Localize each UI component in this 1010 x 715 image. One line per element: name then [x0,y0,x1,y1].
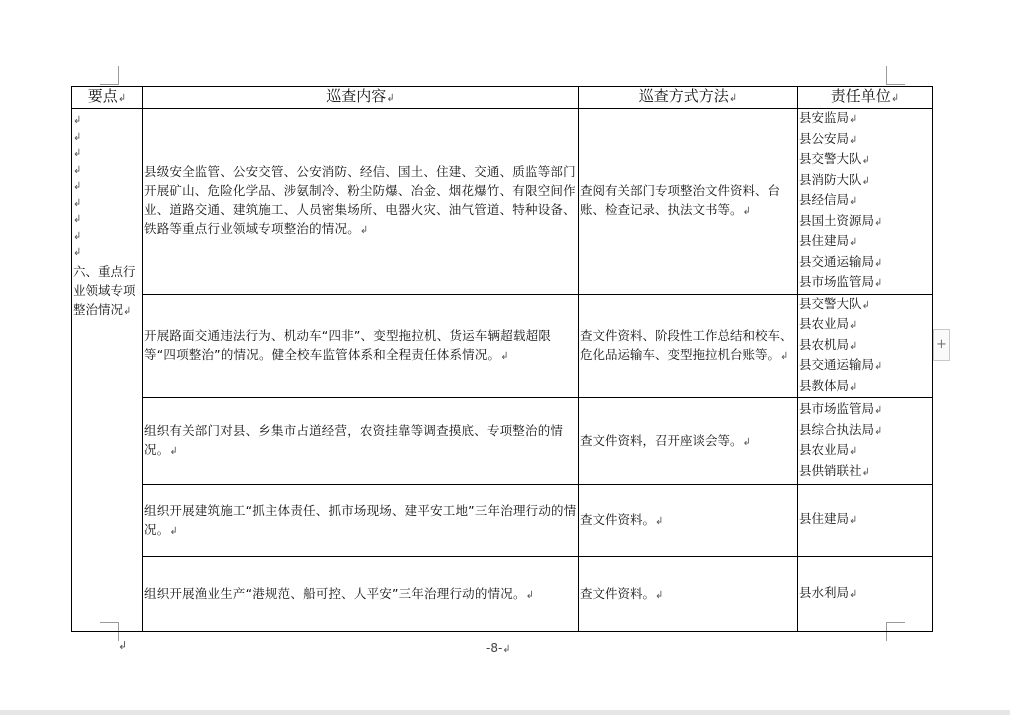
paragraph-mark: ↲ [118,639,128,652]
page-number: -8-↲ [486,641,511,655]
inspection-table [71,86,933,632]
unit-cell [798,485,933,557]
unit-cell [798,294,933,398]
header-method: 巡查方式方法↲ [579,87,798,109]
unit-cell [798,109,933,295]
blank-paragraph-marks: ↲ ↲ ↲ ↲ ↲ ↲ ↲ ↲ ↲ [73,115,82,258]
unit-cell [798,557,933,632]
method-cell: 查文件资料。↲ [579,485,798,557]
header-content: 巡查内容↲ [143,87,579,109]
table-row [72,109,933,295]
content-cell: 组织开展建筑施工“抓主体责任、抓市场现场、建平安工地”三年治理行动的情况。↲ [143,485,579,557]
method-cell: 查阅有关部门专项整治文件资料、台账、检查记录、执法文书等。↲ [579,109,798,295]
content-cell: 县级安全监管、公安交管、公安消防、经信、国土、住建、交通、质监等部门开展矿山、危险化学品、涉氨制冷、粉尘防爆、冶金、烟花爆竹、有限空间作业、道路交通、建筑施工、人员密集场所、电器火灾、油气管道、特种设备、铁路等重点行业领域专项整治的情况。↲ [143,109,579,295]
content-cell: 组织开展渔业生产“港规范、船可控、人平安”三年治理行动的情况。↲ [143,557,579,632]
unit-item: 县综合执法局↲ [799,421,883,437]
key-point-cell: ↲ ↲ ↲ ↲ ↲ ↲ ↲ ↲ ↲ 六、重点行业领域专项整治情况↲ [72,109,143,632]
content-cell: 开展路面交通违法行为、机动车“四非”、变型拖拉机、货运车辆超载超限等“四项整治”的情况。健全校车监管体系和全程责任体系情况。↲ [143,294,579,398]
table-row [72,398,933,485]
unit-item: 县交警大队↲ [799,295,870,311]
unit-item: 县市场监管局↲ [799,401,883,416]
unit-item: 县经信局↲ [799,192,858,207]
margin-corner-top-right [886,66,905,85]
unit-item: 县住建局↲ [799,511,858,527]
add-row-button[interactable]: + [933,329,950,361]
unit-item: 县消防大队↲ [799,171,870,187]
key-point-text: 六、重点行业领域专项整治情况 [73,263,136,317]
unit-cell [798,398,933,485]
unit-item: 县市场监管局↲ [799,274,883,289]
content-cell: 组织有关部门对县、乡集市占道经营，农资挂靠等调查摸底、专项整治的情况。↲ [143,398,579,485]
unit-item: 县农业局↲ [799,316,858,331]
unit-item: 县交通运输局↲ [799,253,883,269]
table-header-row [72,87,933,109]
unit-item: 县住建局↲ [799,233,858,248]
table-row [72,294,933,398]
unit-item: 县农机局↲ [799,336,858,352]
table-row [72,485,933,557]
unit-item: 县交警大队↲ [799,151,870,166]
unit-item: 县安监局↲ [799,110,858,125]
header-key-point: 要点↲ [72,87,143,109]
header-unit: 责任单位↲ [798,87,933,109]
unit-item: 县公安局↲ [799,130,858,146]
unit-item: 县供销联社↲ [799,462,870,478]
table-row [72,557,933,632]
bottom-scroll-bar[interactable] [0,710,1010,715]
method-cell: 查文件资料，召开座谈会等。↲ [579,398,798,485]
method-cell: 查文件资料。↲ [579,557,798,632]
unit-item: 县教体局↲ [799,377,858,393]
unit-item: 县交通运输局↲ [799,357,883,372]
unit-item: 县水利局↲ [799,584,858,600]
margin-corner-top-left [100,66,119,85]
unit-item: 县国土资源局↲ [799,212,883,228]
method-cell: 查文件资料、阶段性工作总结和校车、危化品运输车、变型拖拉机台账等。↲ [579,294,798,398]
unit-item: 县农业局↲ [799,442,858,457]
